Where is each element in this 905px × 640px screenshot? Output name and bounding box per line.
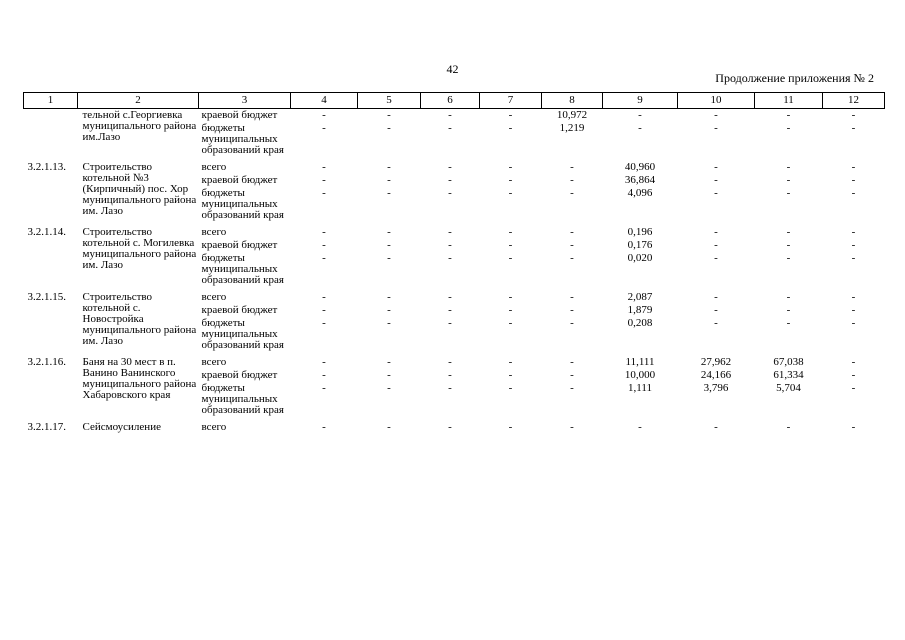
item-number: 3.2.1.16. [27, 356, 66, 368]
value-cell: 1,111 [628, 382, 652, 394]
value-cell: - [851, 174, 856, 186]
column-header: 7 [480, 93, 542, 109]
value-cell: 10,972 [556, 109, 588, 121]
value-cell: - [851, 226, 856, 238]
value-cell: - [508, 304, 513, 316]
funding-source: краевой бюджет [201, 174, 278, 186]
value-cell: - [714, 226, 718, 238]
value-cell: - [448, 239, 452, 251]
value-cell: 1,879 [627, 304, 653, 316]
value-cell: - [786, 421, 791, 433]
table-row [24, 417, 885, 434]
value-cell: - [570, 252, 574, 264]
value-cell: - [714, 239, 718, 251]
value-cell: - [570, 161, 574, 173]
item-name: Строительство котельной №3 (Кирпичный) пос. Хор муниципального района им. Лазо [82, 161, 197, 217]
value-cell: - [322, 356, 326, 368]
value-cell: 67,038 [773, 356, 804, 368]
value-cell: - [508, 382, 513, 394]
value-cell: - [508, 161, 513, 173]
value-cell: - [714, 187, 718, 199]
value-cell: - [786, 239, 791, 251]
value-cell: - [786, 109, 791, 121]
item-name: Сейсмоусиление [82, 421, 161, 433]
value-cell: - [570, 317, 574, 329]
value-cell: - [714, 291, 718, 303]
value-cell: - [508, 291, 513, 303]
value-cell: 0,196 [627, 226, 653, 238]
value-cell: - [448, 304, 452, 316]
column-header: 6 [421, 93, 480, 109]
value-cell: - [387, 369, 391, 381]
value-cell: 0,020 [627, 252, 653, 264]
value-cell: - [714, 109, 718, 121]
value-cell: 1,219 [559, 122, 585, 134]
value-cell: - [851, 109, 856, 121]
value-cell: - [387, 252, 391, 264]
value-cell: - [851, 122, 856, 134]
funding-source: всего [201, 356, 227, 368]
value-cell: 10,000 [624, 369, 656, 381]
value-cell: - [448, 161, 452, 173]
value-cell: - [786, 226, 791, 238]
value-cell: - [786, 252, 791, 264]
value-cell: - [714, 161, 718, 173]
value-cell: - [508, 421, 513, 433]
value-cell: - [714, 421, 718, 433]
budget-table [23, 92, 885, 434]
value-cell: - [448, 369, 452, 381]
value-cell: - [508, 187, 513, 199]
value-cell: - [448, 382, 452, 394]
column-header: 12 [823, 93, 885, 109]
table-row [24, 157, 885, 174]
value-cell: 40,960 [624, 161, 656, 173]
value-cell: - [448, 109, 452, 121]
value-cell: - [570, 226, 574, 238]
value-cell: - [851, 291, 856, 303]
value-cell: - [387, 122, 391, 134]
funding-source: всего [201, 161, 227, 173]
value-cell: - [387, 174, 391, 186]
column-header: 4 [291, 93, 358, 109]
value-cell: - [851, 304, 856, 316]
value-cell: - [448, 122, 452, 134]
value-cell: 5,704 [776, 382, 801, 394]
value-cell: - [322, 369, 326, 381]
value-cell: - [448, 226, 452, 238]
value-cell: - [322, 382, 326, 394]
funding-source: всего [201, 291, 227, 303]
item-name: Баня на 30 мест в п. Ванино Ванинского муниципального района Хабаровского края [82, 356, 197, 401]
value-cell: - [786, 291, 791, 303]
value-cell: - [570, 369, 574, 381]
item-name: Строительство котельной с. Новостройка муниципального района им. Лазо [82, 291, 197, 347]
item-number [24, 109, 78, 158]
funding-source: бюджеты муниципальных образований края [201, 382, 284, 416]
item-name: тельной с.Георгиевка муниципального района им.Лазо [82, 109, 197, 143]
value-cell: - [448, 291, 452, 303]
value-cell: - [322, 239, 326, 251]
value-cell: - [714, 317, 718, 329]
value-cell: 2,087 [627, 291, 653, 303]
funding-source: бюджеты муниципальных образований края [201, 122, 284, 156]
value-cell: - [851, 356, 856, 368]
value-cell: 36,864 [624, 174, 656, 186]
value-cell: - [387, 421, 391, 433]
value-cell: - [322, 109, 326, 121]
value-cell: - [387, 226, 391, 238]
value-cell: - [387, 317, 391, 329]
item-number: 3.2.1.14. [27, 226, 66, 238]
header-row [24, 93, 885, 109]
value-cell: 0,208 [627, 317, 653, 329]
value-cell: - [322, 291, 326, 303]
value-cell: 4,096 [627, 187, 653, 199]
value-cell: - [448, 317, 452, 329]
funding-source: бюджеты муниципальных образований края [201, 252, 284, 286]
table-row [24, 109, 885, 123]
column-header: 2 [78, 93, 199, 109]
value-cell: - [851, 421, 856, 433]
value-cell: - [570, 421, 574, 433]
value-cell: - [387, 239, 391, 251]
funding-source: бюджеты муниципальных образований края [201, 187, 284, 221]
value-cell: - [638, 109, 642, 121]
value-cell: - [851, 382, 856, 394]
value-cell: - [387, 382, 391, 394]
value-cell: - [387, 187, 391, 199]
value-cell: 0,176 [627, 239, 653, 251]
value-cell: - [714, 122, 718, 134]
value-cell: - [638, 421, 642, 433]
item-number: 3.2.1.17. [27, 421, 66, 433]
value-cell: - [570, 187, 574, 199]
column-header: 5 [358, 93, 421, 109]
value-cell: - [322, 187, 326, 199]
value-cell: - [714, 304, 718, 316]
table-row [24, 222, 885, 239]
value-cell: - [508, 109, 513, 121]
value-cell: - [387, 304, 391, 316]
value-cell: - [851, 317, 856, 329]
value-cell: 24,166 [700, 369, 732, 381]
value-cell: - [387, 109, 391, 121]
table-row [24, 287, 885, 304]
value-cell: - [786, 161, 791, 173]
value-cell: - [786, 304, 791, 316]
value-cell: - [322, 421, 326, 433]
value-cell: - [851, 161, 856, 173]
value-cell: 61,334 [773, 369, 804, 381]
value-cell: - [322, 317, 326, 329]
value-cell: - [786, 317, 791, 329]
value-cell: - [508, 122, 513, 134]
value-cell: - [508, 356, 513, 368]
value-cell: - [570, 356, 574, 368]
value-cell: - [448, 252, 452, 264]
value-cell: 3,796 [703, 382, 729, 394]
value-cell: - [851, 252, 856, 264]
value-cell: - [448, 174, 452, 186]
column-header: 8 [542, 93, 603, 109]
value-cell: - [322, 161, 326, 173]
value-cell: - [508, 174, 513, 186]
column-header: 10 [678, 93, 755, 109]
value-cell: - [851, 369, 856, 381]
value-cell: - [570, 382, 574, 394]
item-name: Строительство котельной с. Могилевка муниципального района им. Лазо [82, 226, 197, 271]
value-cell: - [448, 421, 452, 433]
value-cell: - [322, 174, 326, 186]
value-cell: - [714, 174, 718, 186]
funding-source: бюджеты муниципальных образований края [201, 317, 284, 351]
value-cell: - [322, 226, 326, 238]
value-cell: - [508, 252, 513, 264]
funding-source: краевой бюджет [201, 109, 278, 121]
page-number: 42 [446, 62, 459, 76]
funding-source: краевой бюджет [201, 304, 278, 316]
item-number: 3.2.1.13. [27, 161, 66, 173]
value-cell: - [570, 174, 574, 186]
funding-source: краевой бюджет [201, 239, 278, 251]
value-cell: - [570, 291, 574, 303]
value-cell: 11,111 [625, 356, 655, 368]
value-cell: - [786, 174, 791, 186]
item-number: 3.2.1.15. [27, 291, 66, 303]
funding-source: всего [201, 226, 227, 238]
value-cell: - [851, 239, 856, 251]
value-cell: - [570, 304, 574, 316]
value-cell: - [786, 122, 791, 134]
value-cell: - [508, 317, 513, 329]
value-cell: - [387, 291, 391, 303]
value-cell: - [851, 187, 856, 199]
value-cell: - [508, 226, 513, 238]
column-header: 11 [755, 93, 823, 109]
column-header: 9 [603, 93, 678, 109]
value-cell: - [786, 187, 791, 199]
value-cell: - [387, 356, 391, 368]
value-cell: - [322, 252, 326, 264]
column-header: 1 [24, 93, 78, 109]
value-cell: - [638, 122, 642, 134]
value-cell: 27,962 [700, 356, 732, 368]
value-cell: - [570, 239, 574, 251]
value-cell: - [387, 161, 391, 173]
value-cell: - [714, 252, 718, 264]
value-cell: - [448, 187, 452, 199]
value-cell: - [448, 356, 452, 368]
value-cell: - [508, 239, 513, 251]
funding-source: краевой бюджет [201, 369, 278, 381]
column-header: 3 [199, 93, 291, 109]
value-cell: - [322, 122, 326, 134]
value-cell: - [322, 304, 326, 316]
appendix-continuation-label: Продолжение приложения № 2 [715, 71, 874, 85]
table-row [24, 352, 885, 369]
value-cell: - [508, 369, 513, 381]
funding-source: всего [201, 421, 227, 433]
